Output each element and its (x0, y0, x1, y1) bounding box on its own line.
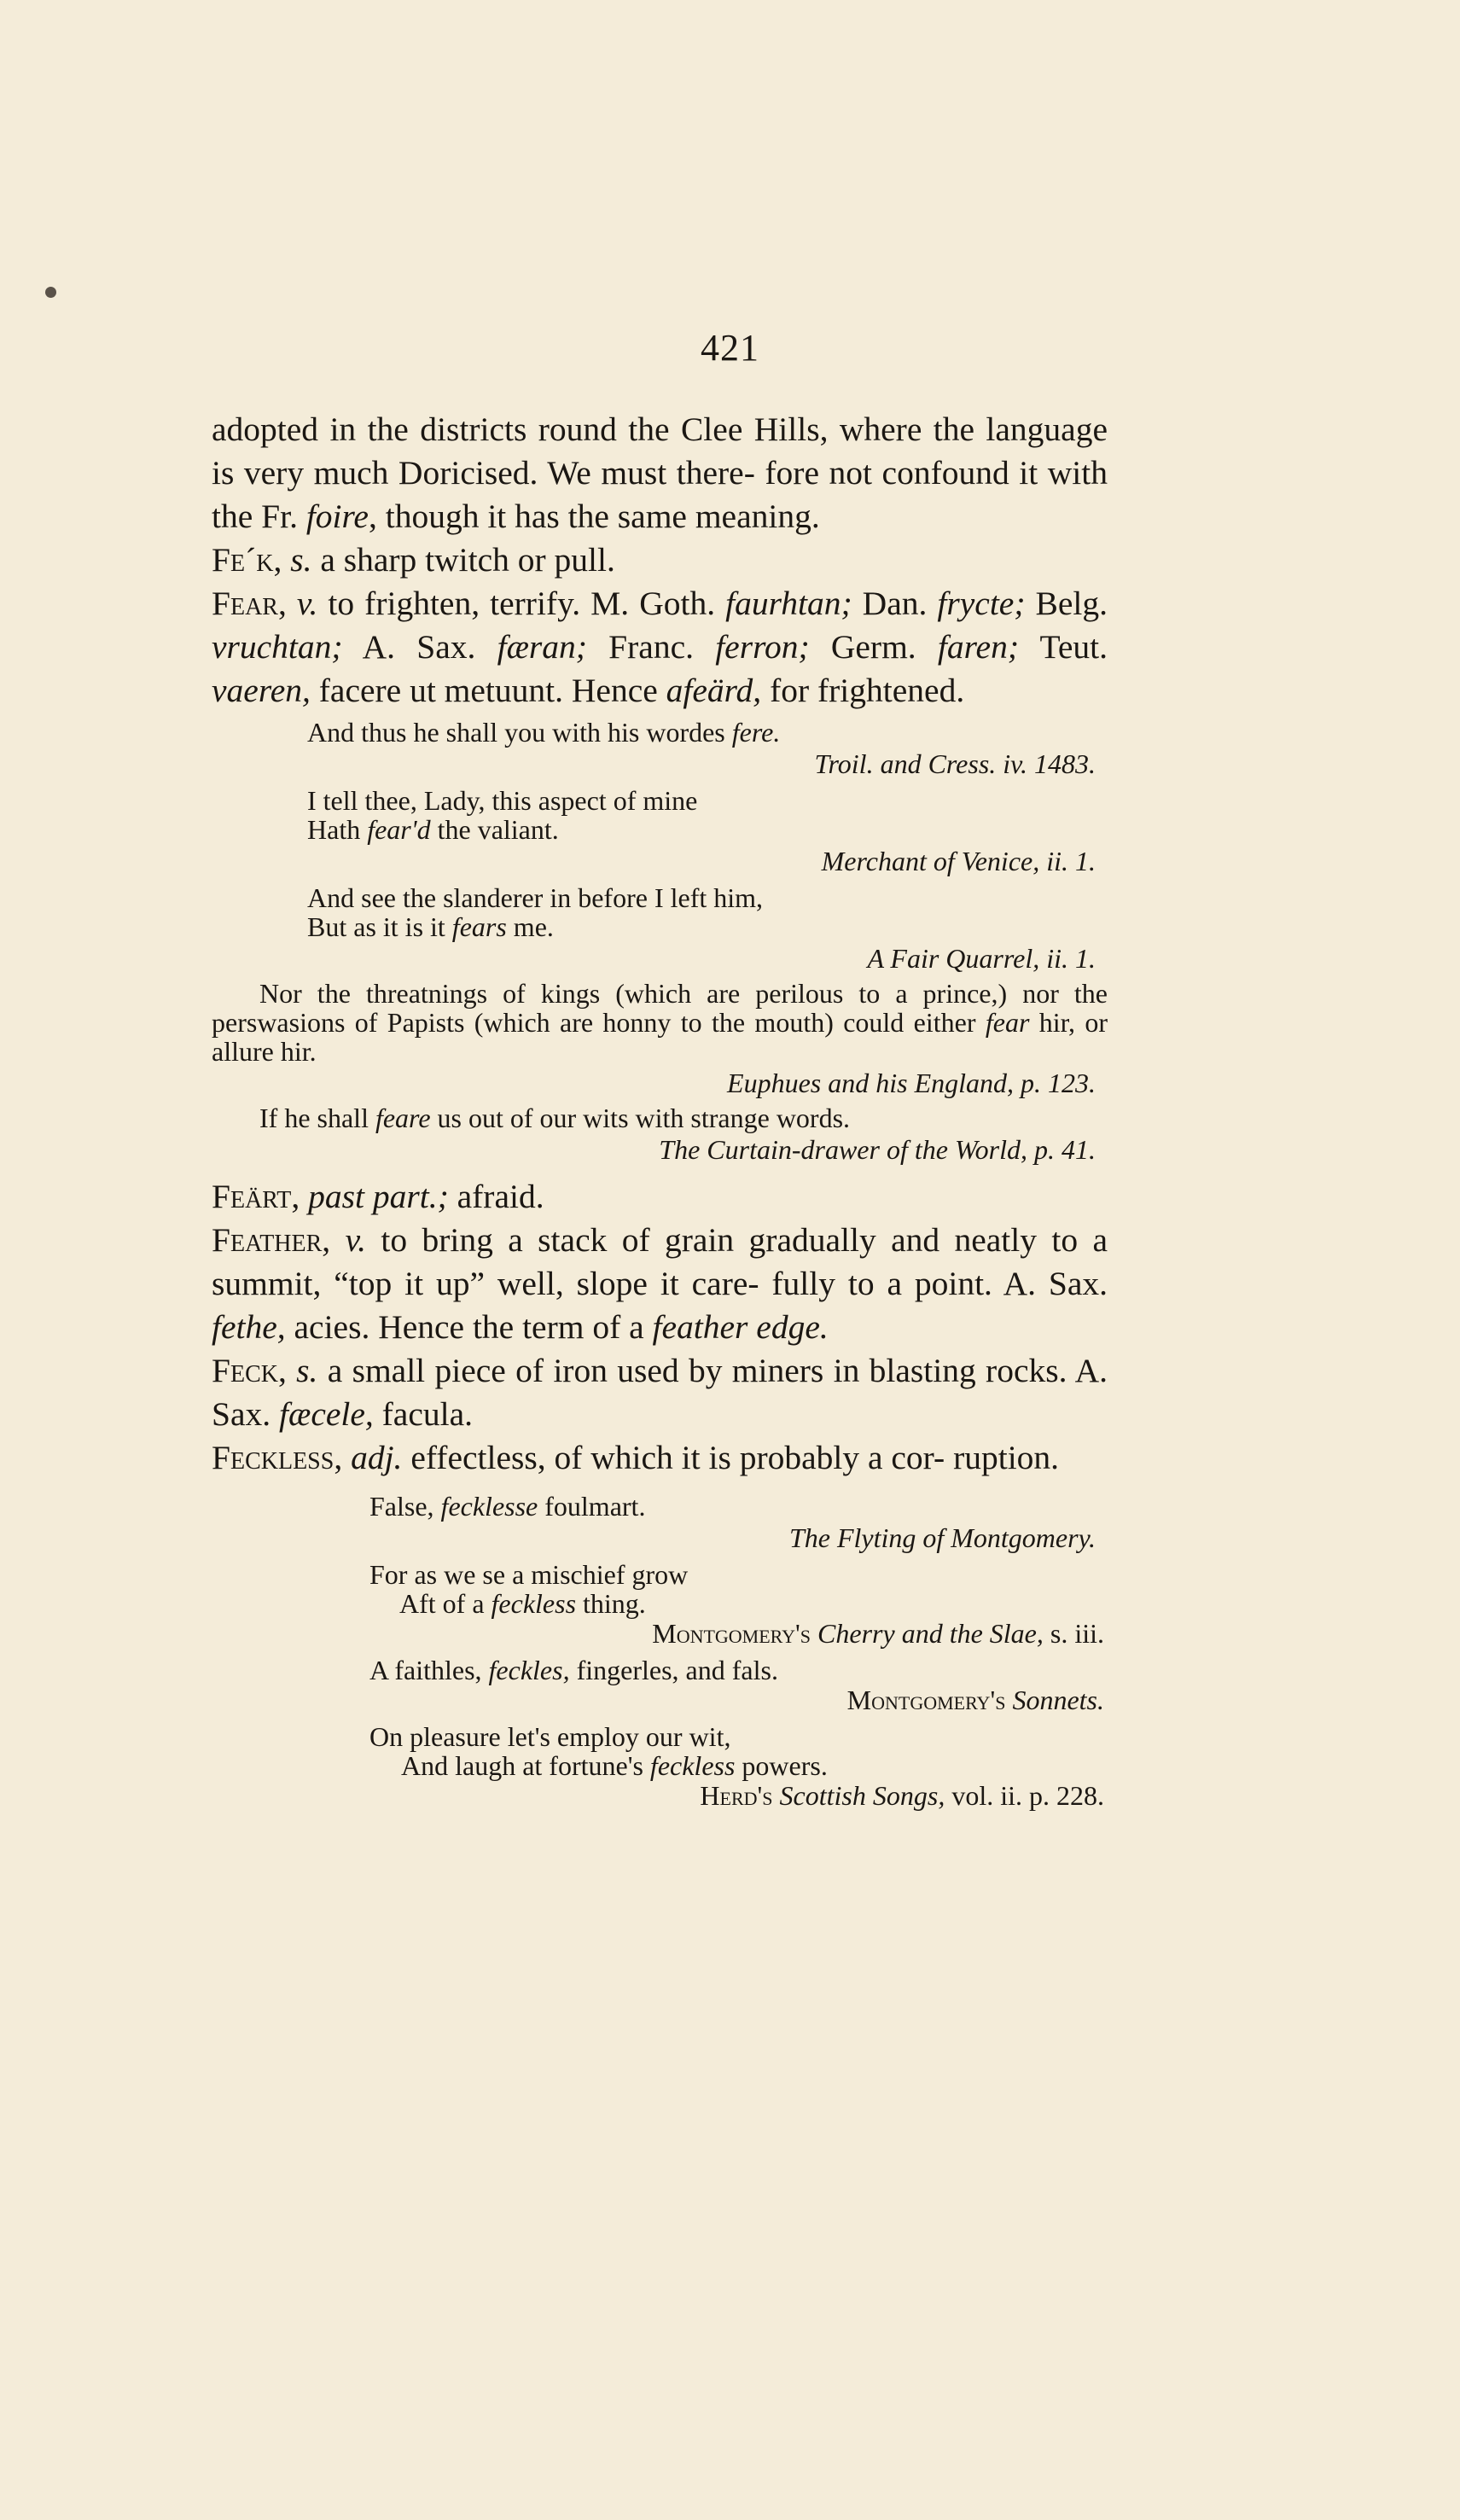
feather-word-1: fethe, (212, 1308, 286, 1346)
intro-paragraph (212, 408, 1108, 538)
fear-text-8: facere ut metuunt. Hence (310, 672, 666, 709)
quote-line (307, 718, 1108, 747)
quote-text: foulmart. (538, 1491, 646, 1522)
quote-keyword: feckles, (488, 1655, 570, 1685)
fear-word-4: færan; (497, 628, 587, 666)
fear-word-5: ferron; (715, 628, 810, 666)
def-feart: afraid. (448, 1178, 544, 1215)
quote-citation (212, 1685, 1108, 1715)
citation-work: Sonnets. (1005, 1685, 1104, 1715)
quote-line (307, 912, 1108, 941)
quote-text: thing. (576, 1588, 646, 1619)
quote-keyword: fear (985, 1007, 1030, 1038)
prose-quote-body (212, 979, 1108, 1066)
quote-keyword: fere. (731, 717, 781, 748)
fear-word-3: vruchtan; (212, 628, 343, 666)
quote-text: the valiant. (430, 814, 559, 845)
quote-citation: The Curtain-drawer of the World, p. 41. (659, 1134, 1096, 1165)
quote-keyword: feckless (649, 1750, 736, 1781)
quote-keyword: feckless (491, 1588, 577, 1619)
citation-author: Montgomery's (846, 1685, 1006, 1715)
page-body (212, 408, 1108, 1811)
feck-text-1: a small piece of iron used by miners in blasting rocks. A. Sax. (212, 1352, 1108, 1433)
quote-text: powers. (735, 1750, 828, 1781)
feckless-quotations (212, 1492, 1108, 1811)
quote-keyword: feare (375, 1103, 431, 1133)
prose-quote (212, 979, 1108, 1066)
quote-text: And laugh at fortune's (401, 1750, 650, 1781)
page-number: 421 (701, 327, 759, 369)
citation-ref: vol. ii. p. 228. (945, 1780, 1104, 1811)
quote-text: us out of our wits with strange words. (430, 1103, 851, 1133)
fear-text-6: Germ. (809, 628, 938, 666)
quote-text: And thus he shall you with his wordes (307, 717, 732, 748)
entry-fear: Fear, v. to frighten, terrify. M. Goth. faurhtan; Dan. frycte; Belg. vruchtan; A. Sax. færan; Franc. ferron; Germ. faren; Teut. vaeren, facere ut metuunt. Hence afeärd, for frightened. (212, 585, 1108, 709)
quote-citation: A Fair Quarrel, ii. 1. (867, 943, 1096, 974)
quote-line (369, 1656, 1108, 1685)
pos-feart: past part.; (308, 1178, 449, 1215)
quote-line: For as we se a mischief grow (369, 1559, 689, 1590)
fear-word-8: afeärd, (666, 672, 762, 709)
feather-text-2: acies. Hence the term of a (285, 1308, 653, 1346)
quote-text: A faithles, (369, 1655, 489, 1685)
quote-citation: The Flyting of Montgomery. (788, 1522, 1096, 1553)
quote-text: But as it is it (307, 911, 452, 942)
fear-text-9: for frightened. (761, 672, 965, 709)
citation-author: Montgomery's (652, 1618, 811, 1649)
entry-feather: Feather, v. to bring a stack of grain gradually and neatly to a summit, “top it up” well, slope it care- fully to a point. A. Sax. fethe, acies. Hence the term of a feather edge. (212, 1221, 1108, 1346)
citation-work: Cherry and the Slae, (811, 1618, 1044, 1649)
quote-citation: Euphues and his England, p. 123. (727, 1068, 1096, 1098)
citation-work: Scottish Songs, (772, 1780, 945, 1811)
quote-line: I tell thee, Lady, this aspect of mine (307, 785, 698, 816)
quote-line (401, 1751, 1108, 1780)
quote-keyword: fecklesse (440, 1491, 538, 1522)
intro-end: , though it has the same meaning. (368, 498, 820, 535)
quote-keyword: fear'd (367, 814, 431, 845)
quote-citation: Merchant of Venice, ii. 1. (821, 846, 1096, 876)
quote-text: Nor the threatnings of kings (which are perilous to a prince,) nor the perswasions of Papists (which are honny to the mouth) could either (212, 978, 1108, 1038)
pos-feck: s. (296, 1352, 318, 1389)
headword-feckless: Feckless (212, 1439, 334, 1476)
entry-fek: Fe´k, s. a sharp twitch or pull. (212, 541, 615, 579)
quote-line (307, 815, 1108, 844)
fear-text-3: Belg. (1025, 585, 1108, 622)
fear-word-1: faurhtan; (725, 585, 852, 622)
fear-text-1: to frighten, terrify. M. Goth. (317, 585, 726, 622)
quote-text: me. (506, 911, 554, 942)
citation-ref: s. iii. (1043, 1618, 1104, 1649)
quote-citation (212, 1780, 1108, 1811)
fear-text-4: A. Sax. (342, 628, 497, 666)
headword-feather: Feather (212, 1221, 323, 1259)
pos-fek: s. (290, 541, 312, 579)
fear-text-2: Dan. (852, 585, 938, 622)
fear-text-7: Teut. (1018, 628, 1108, 666)
pos-feckless: adj. (351, 1439, 403, 1476)
fear-word-7: vaeren, (212, 672, 311, 709)
feather-text-1: to bring a stack of grain gradually and neatly to a summit, “top it up” well, slope it care- fully to a point. A. Sax. (212, 1221, 1108, 1302)
pos-feather: v. (345, 1221, 367, 1259)
def-feckless: effectless, of which it is probably a cor- ruption. (402, 1439, 1060, 1476)
quote-line (399, 1589, 1108, 1618)
quote-citation: Troil. and Cress. iv. 1483. (814, 748, 1096, 779)
prose-quote-body (212, 1103, 1108, 1132)
quote-text: fingerles, and fals. (569, 1655, 778, 1685)
feck-text-2: facula. (373, 1395, 474, 1433)
intro-text: adopted in the districts round the Clee Hills, where the language is very much Doricised. We must there- fore not confound it with the Fr. (212, 410, 1108, 535)
quote-text: Aft of a (399, 1588, 492, 1619)
headword-feart: Feärt (212, 1178, 292, 1215)
quote-line: And see the slanderer in before I left him, (307, 882, 764, 913)
feather-word-2: feather edge. (652, 1308, 829, 1346)
quote-citation (212, 1618, 1108, 1649)
def-fek: a sharp twitch or pull. (311, 541, 615, 579)
quote-line: On pleasure let's employ our wit, (369, 1721, 731, 1752)
quote-keyword: fears (451, 911, 507, 942)
fear-text-5: Franc. (586, 628, 716, 666)
entry-feart: Feärt, past part.; afraid. (212, 1178, 544, 1215)
quote-text: False, (369, 1491, 441, 1522)
prose-quote (212, 1103, 1108, 1132)
feck-word-1: fæcele, (279, 1395, 374, 1433)
citation-author: Herd's (700, 1780, 773, 1811)
headword-feck: Feck (212, 1352, 278, 1389)
entry-feckless: Feckless, adj. effectless, of which it is probably a cor- ruption. (212, 1439, 1060, 1476)
margin-dot (45, 287, 56, 298)
quote-text: Hath (307, 814, 368, 845)
entry-feck: Feck, s. a small piece of iron used by miners in blasting rocks. A. Sax. fæcele, facula. (212, 1352, 1108, 1433)
fear-quotations (212, 718, 1108, 1165)
intro-foire: foire (305, 498, 369, 535)
fear-word-2: frycte; (937, 585, 1026, 622)
quote-text: hir, or allure hir. (212, 1007, 1108, 1067)
quote-text: If he shall (259, 1103, 375, 1133)
pos-fear: v. (296, 585, 318, 622)
quote-line (369, 1492, 1108, 1521)
headword-fek: Fe´k (212, 541, 274, 579)
fear-word-6: faren; (937, 628, 1019, 666)
headword-fear: Fear (212, 585, 278, 622)
